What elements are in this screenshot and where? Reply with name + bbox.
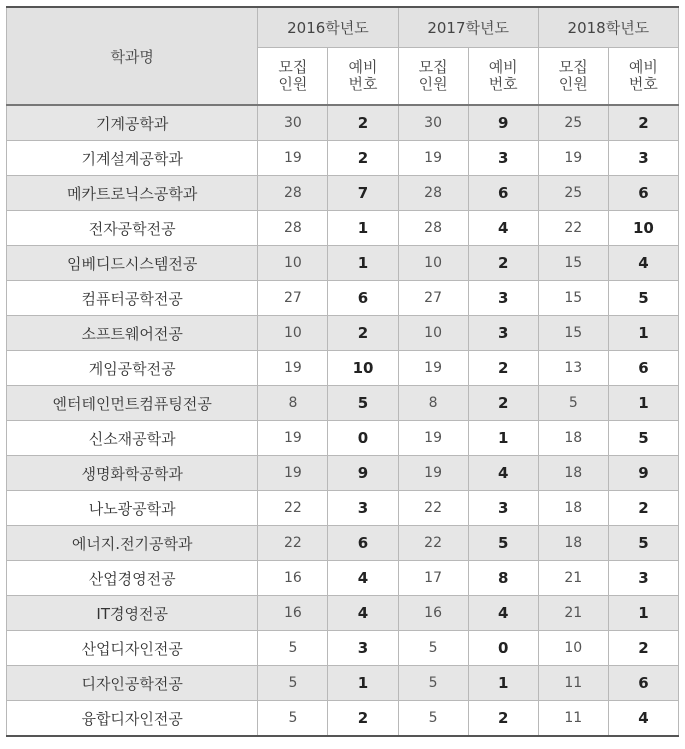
reserve-number-cell: 1 xyxy=(608,386,678,421)
recruit-count-cell: 25 xyxy=(538,105,608,141)
recruit-count-cell: 5 xyxy=(258,631,328,666)
reserve-number-cell: 1 xyxy=(468,421,538,456)
recruit-count-cell: 19 xyxy=(398,456,468,491)
department-name-cell: 게임공학전공 xyxy=(7,351,258,386)
recruit-count-cell: 5 xyxy=(258,666,328,701)
reserve-number-cell: 4 xyxy=(608,246,678,281)
recruit-count-cell: 13 xyxy=(538,351,608,386)
reserve-number-cell: 5 xyxy=(608,526,678,561)
recruit-count-cell: 16 xyxy=(258,596,328,631)
reserve-number-cell: 0 xyxy=(468,631,538,666)
recruit-count-cell: 18 xyxy=(538,526,608,561)
department-name-cell: 컴퓨터공학전공 xyxy=(7,281,258,316)
reserve-header-line1: 예비 xyxy=(488,58,518,76)
reserve-number-cell: 1 xyxy=(608,596,678,631)
recruit-count-cell: 27 xyxy=(258,281,328,316)
reserve-number-cell: 3 xyxy=(468,281,538,316)
reserve-number-cell: 3 xyxy=(328,631,398,666)
department-name-cell: 엔터테인먼트컴퓨팅전공 xyxy=(7,386,258,421)
reserve-number-cell: 2 xyxy=(328,701,398,737)
reserve-number-cell: 9 xyxy=(468,105,538,141)
reserve-number-cell: 3 xyxy=(468,491,538,526)
recruit-count-cell: 22 xyxy=(398,526,468,561)
reserve-number-header xyxy=(328,48,398,106)
department-name-cell: IT경영전공 xyxy=(7,596,258,631)
recruit-count-cell: 30 xyxy=(258,105,328,141)
table-body xyxy=(7,105,679,736)
recruit-count-header xyxy=(538,48,608,106)
recruit-count-cell: 19 xyxy=(538,141,608,176)
reserve-number-cell: 5 xyxy=(608,421,678,456)
recruit-count-cell: 22 xyxy=(258,491,328,526)
recruit-header-line1: 모집 xyxy=(278,58,308,76)
recruit-count-cell: 28 xyxy=(258,211,328,246)
table-row xyxy=(7,141,679,176)
table-row xyxy=(7,211,679,246)
reserve-number-cell: 9 xyxy=(608,456,678,491)
table-row xyxy=(7,456,679,491)
reserve-number-header xyxy=(468,48,538,106)
recruit-count-cell: 25 xyxy=(538,176,608,211)
reserve-number-cell: 2 xyxy=(328,316,398,351)
recruit-count-header xyxy=(398,48,468,106)
recruit-header-line1: 모집 xyxy=(558,58,588,76)
department-name-cell: 융합디자인전공 xyxy=(7,701,258,737)
table-row xyxy=(7,491,679,526)
table-header xyxy=(7,7,679,105)
recruit-count-cell: 10 xyxy=(538,631,608,666)
table-row xyxy=(7,105,679,141)
reserve-header-line2: 번호 xyxy=(488,75,518,93)
department-name-cell: 전자공학전공 xyxy=(7,211,258,246)
department-name-cell: 기계공학과 xyxy=(7,105,258,141)
recruit-count-cell: 21 xyxy=(538,561,608,596)
reserve-number-cell: 6 xyxy=(468,176,538,211)
table-row xyxy=(7,351,679,386)
reserve-number-cell: 5 xyxy=(608,281,678,316)
department-name-cell: 에너지.전기공학과 xyxy=(7,526,258,561)
reserve-number-cell: 4 xyxy=(328,561,398,596)
reserve-number-cell: 6 xyxy=(608,351,678,386)
reserve-number-cell: 2 xyxy=(468,386,538,421)
recruit-count-cell: 18 xyxy=(538,421,608,456)
reserve-number-cell: 4 xyxy=(468,456,538,491)
reserve-number-cell: 4 xyxy=(328,596,398,631)
recruit-count-cell: 8 xyxy=(398,386,468,421)
recruit-count-cell: 5 xyxy=(538,386,608,421)
table-row xyxy=(7,176,679,211)
recruit-count-cell: 11 xyxy=(538,666,608,701)
recruit-count-cell: 19 xyxy=(258,351,328,386)
table-row xyxy=(7,526,679,561)
admissions-table-container xyxy=(6,6,679,737)
recruit-count-cell: 10 xyxy=(398,316,468,351)
recruit-header-line2: 인원 xyxy=(558,75,588,93)
recruit-count-cell: 5 xyxy=(398,666,468,701)
reserve-number-cell: 3 xyxy=(468,316,538,351)
recruit-count-cell: 15 xyxy=(538,316,608,351)
table-row xyxy=(7,701,679,737)
recruit-header-line2: 인원 xyxy=(418,75,448,93)
reserve-number-cell: 3 xyxy=(328,491,398,526)
reserve-number-cell: 5 xyxy=(328,386,398,421)
reserve-header-line2: 번호 xyxy=(348,75,378,93)
reserve-number-cell: 6 xyxy=(328,281,398,316)
reserve-number-cell: 10 xyxy=(328,351,398,386)
reserve-number-cell: 1 xyxy=(328,246,398,281)
reserve-number-cell: 2 xyxy=(608,491,678,526)
reserve-number-cell: 2 xyxy=(468,246,538,281)
reserve-number-cell: 0 xyxy=(328,421,398,456)
reserve-number-cell: 3 xyxy=(468,141,538,176)
reserve-number-cell: 4 xyxy=(608,701,678,737)
table-row xyxy=(7,386,679,421)
recruit-count-cell: 19 xyxy=(398,351,468,386)
recruit-count-cell: 22 xyxy=(258,526,328,561)
reserve-header-line1: 예비 xyxy=(348,58,378,76)
recruit-count-cell: 5 xyxy=(398,631,468,666)
admissions-table xyxy=(6,6,679,737)
recruit-count-cell: 16 xyxy=(258,561,328,596)
table-row xyxy=(7,596,679,631)
table-row xyxy=(7,421,679,456)
year-2018-header: 2018학년도 xyxy=(538,7,678,48)
reserve-number-cell: 7 xyxy=(328,176,398,211)
reserve-number-cell: 4 xyxy=(468,211,538,246)
recruit-count-cell: 10 xyxy=(258,246,328,281)
reserve-number-cell: 8 xyxy=(468,561,538,596)
department-name-cell: 임베디드시스템전공 xyxy=(7,246,258,281)
reserve-number-cell: 4 xyxy=(468,596,538,631)
reserve-number-cell: 3 xyxy=(608,141,678,176)
reserve-number-cell: 6 xyxy=(608,176,678,211)
recruit-count-cell: 10 xyxy=(258,316,328,351)
recruit-count-cell: 19 xyxy=(258,456,328,491)
recruit-count-cell: 18 xyxy=(538,491,608,526)
table-row xyxy=(7,246,679,281)
recruit-count-cell: 22 xyxy=(538,211,608,246)
table-row xyxy=(7,281,679,316)
table-row xyxy=(7,316,679,351)
recruit-count-cell: 16 xyxy=(398,596,468,631)
reserve-number-cell: 2 xyxy=(608,631,678,666)
recruit-header-line1: 모집 xyxy=(418,58,448,76)
reserve-number-cell: 6 xyxy=(608,666,678,701)
table-row xyxy=(7,666,679,701)
recruit-count-cell: 8 xyxy=(258,386,328,421)
reserve-number-cell: 2 xyxy=(468,701,538,737)
reserve-number-cell: 2 xyxy=(468,351,538,386)
reserve-number-cell: 2 xyxy=(328,105,398,141)
reserve-number-cell: 2 xyxy=(608,105,678,141)
reserve-number-cell: 1 xyxy=(328,666,398,701)
department-name-cell: 생명화학공학과 xyxy=(7,456,258,491)
reserve-header-line2: 번호 xyxy=(628,75,658,93)
department-name-cell: 소프트웨어전공 xyxy=(7,316,258,351)
year-2017-header: 2017학년도 xyxy=(398,7,538,48)
year-2016-header: 2016학년도 xyxy=(258,7,398,48)
table-row xyxy=(7,631,679,666)
recruit-count-cell: 10 xyxy=(398,246,468,281)
department-name-cell: 기계설계공학과 xyxy=(7,141,258,176)
recruit-count-cell: 22 xyxy=(398,491,468,526)
recruit-count-cell: 19 xyxy=(258,141,328,176)
department-name-cell: 신소재공학과 xyxy=(7,421,258,456)
reserve-number-cell: 5 xyxy=(468,526,538,561)
recruit-count-cell: 30 xyxy=(398,105,468,141)
recruit-count-cell: 19 xyxy=(398,141,468,176)
reserve-number-header xyxy=(608,48,678,106)
recruit-count-cell: 11 xyxy=(538,701,608,737)
reserve-number-cell: 6 xyxy=(328,526,398,561)
reserve-number-cell: 9 xyxy=(328,456,398,491)
recruit-count-cell: 18 xyxy=(538,456,608,491)
recruit-count-cell: 5 xyxy=(258,701,328,737)
reserve-number-cell: 1 xyxy=(608,316,678,351)
recruit-count-cell: 19 xyxy=(398,421,468,456)
reserve-number-cell: 2 xyxy=(328,141,398,176)
recruit-header-line2: 인원 xyxy=(278,75,308,93)
department-name-cell: 메카트로닉스공학과 xyxy=(7,176,258,211)
recruit-count-cell: 15 xyxy=(538,281,608,316)
recruit-count-cell: 19 xyxy=(258,421,328,456)
reserve-number-cell: 3 xyxy=(608,561,678,596)
recruit-count-cell: 21 xyxy=(538,596,608,631)
department-name-cell: 산업경영전공 xyxy=(7,561,258,596)
department-name-cell: 산업디자인전공 xyxy=(7,631,258,666)
recruit-count-cell: 5 xyxy=(398,701,468,737)
recruit-count-cell: 17 xyxy=(398,561,468,596)
recruit-count-cell: 15 xyxy=(538,246,608,281)
recruit-count-cell: 27 xyxy=(398,281,468,316)
reserve-number-cell: 1 xyxy=(468,666,538,701)
table-row xyxy=(7,561,679,596)
reserve-number-cell: 10 xyxy=(608,211,678,246)
department-name-header: 학과명 xyxy=(7,7,258,105)
reserve-number-cell: 1 xyxy=(328,211,398,246)
department-name-cell: 나노광공학과 xyxy=(7,491,258,526)
recruit-count-cell: 28 xyxy=(258,176,328,211)
recruit-count-cell: 28 xyxy=(398,211,468,246)
reserve-header-line1: 예비 xyxy=(628,58,658,76)
recruit-count-cell: 28 xyxy=(398,176,468,211)
department-name-cell: 디자인공학전공 xyxy=(7,666,258,701)
recruit-count-header xyxy=(258,48,328,106)
